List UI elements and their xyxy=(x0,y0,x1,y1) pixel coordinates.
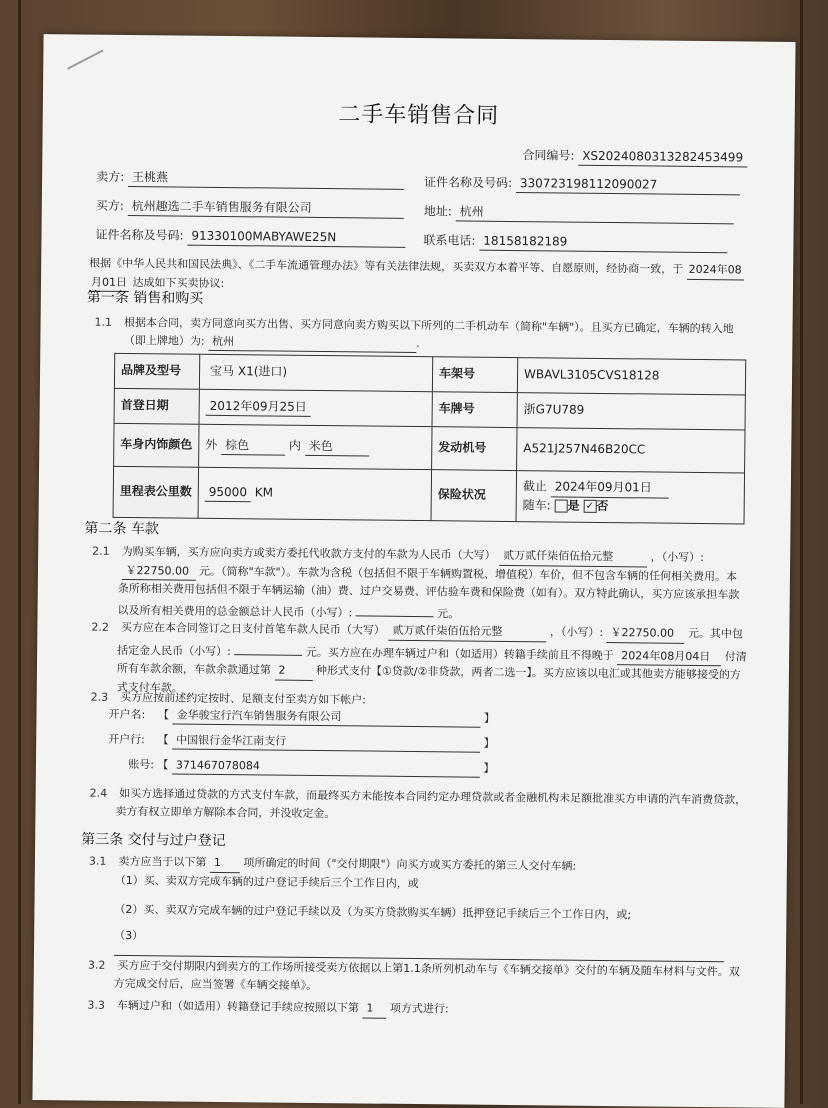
first-payment-small: ￥22750.00 xyxy=(606,624,684,643)
seller-id-label: 证件名称及号码: xyxy=(423,175,513,191)
clause-text: 元。其中包 xyxy=(688,626,744,641)
vin-label: 车架号 xyxy=(432,357,517,393)
account-bank-label: 开户行: xyxy=(108,732,146,747)
clause-number: 2.2 xyxy=(91,620,109,634)
seller-id: 330723198112090027 xyxy=(516,175,740,196)
checkbox-yes[interactable] xyxy=(555,499,568,512)
brand-value xyxy=(199,354,432,391)
insurance-until-label: 截止 xyxy=(522,479,547,494)
deposit-amount xyxy=(234,639,302,656)
clause-1-1: 1.1 根据本合同，卖方同意向买方出售、买方同意向卖方购买以下所列的二手机动车（简称"车辆"）。且买方已确定，车辆的转入地 （即上牌地）为: 杭州 . xyxy=(94,314,770,357)
engine-value: A521J257N46B20CC xyxy=(517,428,745,473)
address-row xyxy=(424,203,734,225)
reg-date-text: 2012年09月25日 xyxy=(206,398,311,417)
delivery-option-1: （1）买、卖双方完成车辆的过户登记手续后三个工作日内，或 xyxy=(114,873,419,891)
mileage-unit: KM xyxy=(254,485,274,500)
clause-text: 元。 xyxy=(437,607,460,621)
mileage-value xyxy=(198,467,432,520)
no-label: 否 xyxy=(596,498,609,513)
clause-text: 条所称相关费用包括但不限于车辆运输（油）费、过户交易费、评估验车费和保险费（如有）。双方特此确认，买方应该承担车款 xyxy=(117,582,740,602)
clause-text: 元。（简称"车款"）。车款为含税（包括但不限于车辆购置税、增值税）车价，但不包含车辆的任何相关费用。本 xyxy=(198,564,738,583)
buyer-id-row xyxy=(95,227,405,249)
transfer-city: 杭州 xyxy=(208,332,416,353)
contract-page xyxy=(32,34,795,1108)
clause-number: 3.2 xyxy=(87,958,106,972)
bracket: 【 xyxy=(157,733,169,747)
address-label: 地址: xyxy=(423,204,452,219)
contract-number-label: 合同编号: xyxy=(522,148,575,163)
buyer-id: 91330100MABYAWE25N xyxy=(187,228,405,249)
intro-text: 根据《中华人民共和国民法典》、《二手车流通管理办法》等有关法律法规，买卖双方本着平等、自愿原则，经协商一致，于 xyxy=(89,256,684,276)
bracket: 【 xyxy=(157,708,170,722)
wood-seam xyxy=(18,0,21,1104)
price-small: ￥22750.00 xyxy=(121,562,195,581)
clause-number: 1.1 xyxy=(94,315,113,329)
yes-label: 是 xyxy=(567,498,580,513)
phone-label: 联系电话: xyxy=(423,233,476,248)
insurance-value xyxy=(516,471,745,524)
clause-text: 项方式进行: xyxy=(389,1001,449,1016)
payoff-date: 2024年08月04日 xyxy=(617,647,721,667)
buyer-label: 买方: xyxy=(95,198,124,213)
account-bank-row xyxy=(108,732,495,753)
clause-text: 付清 xyxy=(724,649,747,664)
brand-label: 品牌及型号 xyxy=(114,353,199,389)
intro-date-b: 月01日 xyxy=(89,273,129,292)
account-number: 371467078084 xyxy=(172,757,480,777)
account-name: 金华骏宝行汽车销售服务有限公司 xyxy=(172,707,480,727)
color-label: 车身内饰颜色 xyxy=(114,423,199,467)
insurance-label: 保险状况 xyxy=(431,470,517,522)
wood-seam xyxy=(800,0,803,1104)
first-payment-upper: 贰万贰仟柒佰伍拾元整 xyxy=(388,622,546,642)
clause-number: 2.4 xyxy=(89,786,108,800)
bracket: 【 xyxy=(157,758,169,772)
contract-title: 二手车销售合同 xyxy=(338,102,500,129)
buyer-row xyxy=(96,198,404,220)
table-row xyxy=(113,466,744,524)
vin-value: WBAVL3105CVS18128 xyxy=(517,358,745,395)
section-1-heading: 第一条 销售和购买 xyxy=(86,289,204,307)
exterior-color: 棕色 xyxy=(221,437,285,456)
buyer-name: 杭州趣选二手车销售服务有限公司 xyxy=(128,198,404,219)
section-2-heading: 第二条 车款 xyxy=(84,520,159,538)
intro-date-a: 2024年08 xyxy=(687,261,744,280)
delivery-option-3: （3） xyxy=(114,928,144,943)
delivery-option-3-row xyxy=(114,928,143,944)
total-amount xyxy=(356,600,434,617)
clause-text: 车辆过户和（如适用）转籍登记手续应按照以下第 xyxy=(116,998,359,1015)
delivery-item: 1 xyxy=(210,854,240,873)
interior-color: 米色 xyxy=(305,438,369,457)
payment-way: 2 xyxy=(274,662,312,681)
clause-text: 根据本合同，卖方同意向买方出售、买方同意向卖方购买以下所列的二手机动车（简称"车辆"）。且买方已确定，车辆的转入地 xyxy=(124,315,734,336)
color-value xyxy=(199,424,432,469)
account-bank: 中国银行金华江南支行 xyxy=(172,732,480,752)
plate-value: 浙G7U789 xyxy=(517,393,745,430)
contract-number-row xyxy=(522,147,747,168)
clause-text: ，（小写）: xyxy=(650,550,704,565)
price-upper: 贰万贰仟柒佰伍拾元整 xyxy=(499,547,647,567)
mileage-number: 95000 xyxy=(205,484,251,503)
clause-3-2 xyxy=(88,957,764,999)
exterior-label: 外 xyxy=(205,437,218,452)
clause-2-1 xyxy=(91,543,768,626)
table-row xyxy=(114,423,745,473)
clause-text: 式支付车款。 xyxy=(116,680,183,695)
clause-text: 为购买车辆，买方应向卖方或卖方委托代收款方支付的车款为人民币（大写） xyxy=(121,544,496,562)
seller-id-row xyxy=(424,174,740,196)
mileage-label: 里程表公里数 xyxy=(113,466,199,518)
clause-text: 卖方应当于以下第 xyxy=(118,854,207,869)
phone-value: 18158182189 xyxy=(479,233,727,254)
intro-text-b: 达成如下买卖协议: xyxy=(132,275,225,290)
clause-3-3 xyxy=(87,997,763,1023)
clause-number: 3.3 xyxy=(87,998,106,1012)
reg-date-label: 首登日期 xyxy=(114,388,199,424)
clause-text: （即上牌地）为: xyxy=(123,333,205,348)
staple xyxy=(67,49,103,69)
bracket: 】 xyxy=(483,761,495,775)
clause-text: 如买方选择通过贷款的方式支付车款，而最终买方未能按本合同约定办理贷款或者金融机构未足额批准买方申请的汽车消费贷款， xyxy=(119,786,747,807)
account-number-label: 账号: xyxy=(128,758,155,772)
address-value: 杭州 xyxy=(456,203,734,224)
clause-text: 元。买方应在办理车辆过户和（如适用）转籍手续前且不得晚于 xyxy=(305,645,614,662)
clause-text: 种形式支付【①贷款/②非贷款，两者二选一】。买方应该以电汇或其他卖方能够接受的方 xyxy=(315,664,741,682)
delivery-option-2: （2）买、卖双方完成车辆的过户登记手续以及（为买方贷款购买车辆）抵押登记手续后三个工作日内，或; xyxy=(114,902,632,922)
clause-text: 买方应于交付期限内到卖方的工作场所接受卖方依据以上第1.1条所列机动车与《车辆交接单》交付的车辆及随车材料与文件。双 xyxy=(117,958,740,979)
clause-text: 买方应在本合同签订之日支付首笔车款人民币（大写） xyxy=(120,620,385,637)
bracket: 】 xyxy=(483,711,496,725)
clause-2-4 xyxy=(89,785,765,827)
vehicle-info-table xyxy=(113,353,747,525)
clause-text: 卖方有权立即单方解除本合同，并没收定金。 xyxy=(115,804,336,820)
clause-text: ，（小写）: xyxy=(549,625,604,639)
insurance-until: 2024年09月01日 xyxy=(551,479,669,499)
insurance-follow-label: 随车: xyxy=(522,497,551,512)
bracket: 】 xyxy=(483,736,495,750)
clause-text: 所有车款余额，车款余款通过第 xyxy=(116,662,272,677)
reg-date-value xyxy=(199,389,432,426)
account-number-row xyxy=(108,757,495,778)
account-name-row xyxy=(108,707,495,728)
contract-number: XS2024080313282453499 xyxy=(578,148,747,168)
clause-number: 2.1 xyxy=(92,544,110,558)
seller-label: 卖方: xyxy=(96,169,125,184)
interior-label: 内 xyxy=(288,438,302,453)
clause-number: 2.3 xyxy=(90,690,109,704)
brand-text: 宝马 X1(进口) xyxy=(210,364,288,379)
clause-number: 3.1 xyxy=(88,854,107,868)
checkbox-no[interactable]: ✓ xyxy=(583,499,596,512)
plate-label: 车牌号 xyxy=(432,392,517,428)
clause-text: 方完成交付后，应当签署《车辆交接单》。 xyxy=(113,976,318,992)
phone-row xyxy=(423,232,727,254)
transfer-item: 1 xyxy=(362,999,386,1018)
clause-text: 买方应按前述约定按时、足额支付至卖方如下帐户: xyxy=(120,690,366,707)
section-3-heading: 第三条 交付与过户登记 xyxy=(81,831,226,850)
clause-text: 项所确定的时间（"交付期限"）向买方或买方委托的第三人交付车辆: xyxy=(243,856,577,873)
clause-text: 以及所有相关费用的总金额总计人民币（小写）: xyxy=(117,603,353,620)
seller-name: 王桃燕 xyxy=(128,169,404,190)
clause-text: 括定金人民币（小写）: xyxy=(117,643,231,658)
account-name-label: 开户名: xyxy=(108,707,146,722)
seller-row xyxy=(96,169,404,191)
engine-label: 发动机号 xyxy=(432,427,517,471)
buyer-id-label: 证件名称及号码: xyxy=(95,227,184,243)
